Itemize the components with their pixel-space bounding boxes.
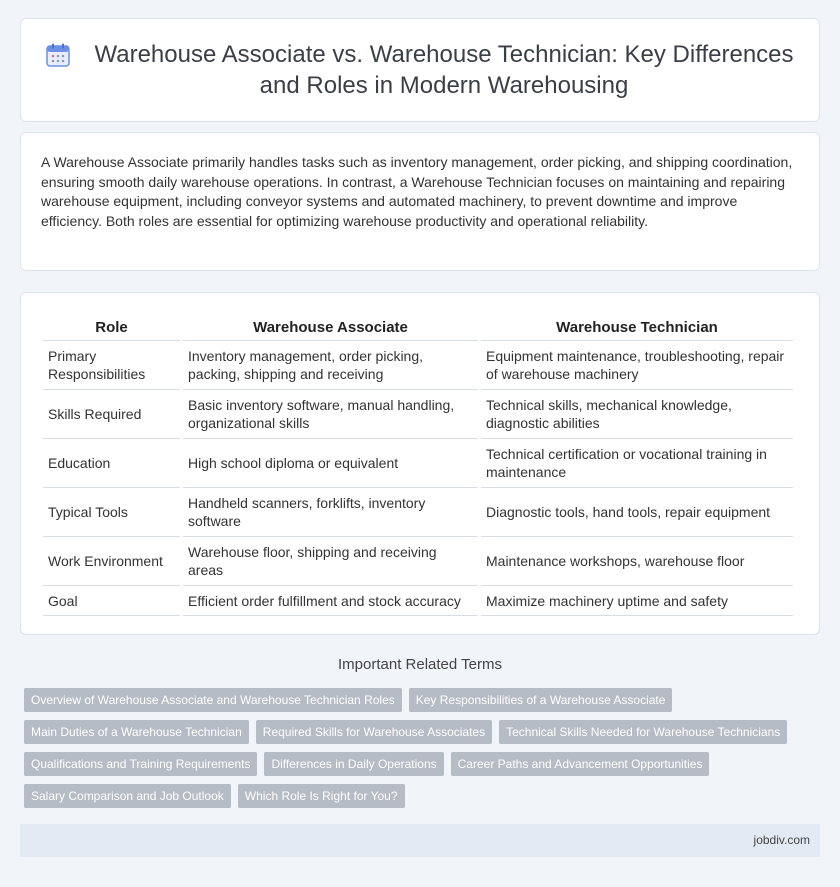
row-label: Education [43,439,180,488]
technician-cell: Maximize machinery uptime and safety [481,586,793,616]
intro-card [20,132,820,271]
associate-cell: Efficient order fulfillment and stock accuracy [183,586,478,616]
header-associate: Warehouse Associate [183,311,478,341]
related-term-tag[interactable]: Career Paths and Advancement Opportunities [451,752,710,776]
page-title: Warehouse Associate vs. Warehouse Technician: Key Differences and Roles in Modern Warehousing [94,41,794,99]
table-row [43,390,793,439]
related-term-tag[interactable]: Key Responsibilities of a Warehouse Associate [409,688,673,712]
intro-paragraph: A Warehouse Associate primarily handles tasks such as inventory management, order picking, and shipping coordination, ensuring smooth daily warehouse operations. In contrast, a Warehouse Technician focuses on maintaining and repairing warehouse equipment, including conveyor systems and automated machinery, to prevent downtime and improve efficiency. Both roles are essential for optimizing warehouse productivity and operational reliability. [41,154,793,229]
row-label: Goal [43,586,180,616]
related-term-tag[interactable]: Qualifications and Training Requirements [24,752,257,776]
calendar-icon [45,42,71,68]
technician-cell: Technical certification or vocational training in maintenance [481,439,793,488]
table-row [43,488,793,537]
table-row [43,586,793,616]
associate-cell: High school diploma or equivalent [183,439,478,488]
technician-cell: Technical skills, mechanical knowledge, diagnostic abilities [481,390,793,439]
comparison-card [20,292,820,635]
associate-cell: Handheld scanners, forklifts, inventory software [183,488,478,537]
footer [20,824,820,857]
associate-cell: Inventory management, order picking, packing, shipping and receiving [183,341,478,390]
related-term-tag[interactable]: Salary Comparison and Job Outlook [24,784,231,808]
table-row [43,341,793,390]
table-row [43,537,793,586]
row-label: Skills Required [43,390,180,439]
comparison-table [40,311,796,616]
related-term-tag[interactable]: Which Role Is Right for You? [238,784,405,808]
related-term-tag[interactable]: Main Duties of a Warehouse Technician [24,720,249,744]
technician-cell: Maintenance workshops, warehouse floor [481,537,793,586]
footer-site-link[interactable]: jobdiv.com [753,833,810,847]
related-terms-list [24,688,824,808]
table-header-row [43,311,793,341]
header-card [20,18,820,122]
row-label: Primary Responsibilities [43,341,180,390]
related-term-tag[interactable]: Required Skills for Warehouse Associates [256,720,492,744]
header-role: Role [43,311,180,341]
related-term-tag[interactable]: Overview of Warehouse Associate and Warehouse Technician Roles [24,688,402,712]
related-term-tag[interactable]: Differences in Daily Operations [264,752,443,776]
associate-cell: Warehouse floor, shipping and receiving areas [183,537,478,586]
related-term-tag[interactable]: Technical Skills Needed for Warehouse Technicians [499,720,787,744]
technician-cell: Diagnostic tools, hand tools, repair equipment [481,488,793,537]
related-terms-title: Important Related Terms [338,656,502,673]
technician-cell: Equipment maintenance, troubleshooting, repair of warehouse machinery [481,341,793,390]
associate-cell: Basic inventory software, manual handling, organizational skills [183,390,478,439]
header-technician: Warehouse Technician [481,311,793,341]
row-label: Typical Tools [43,488,180,537]
row-label: Work Environment [43,537,180,586]
table-row [43,439,793,488]
